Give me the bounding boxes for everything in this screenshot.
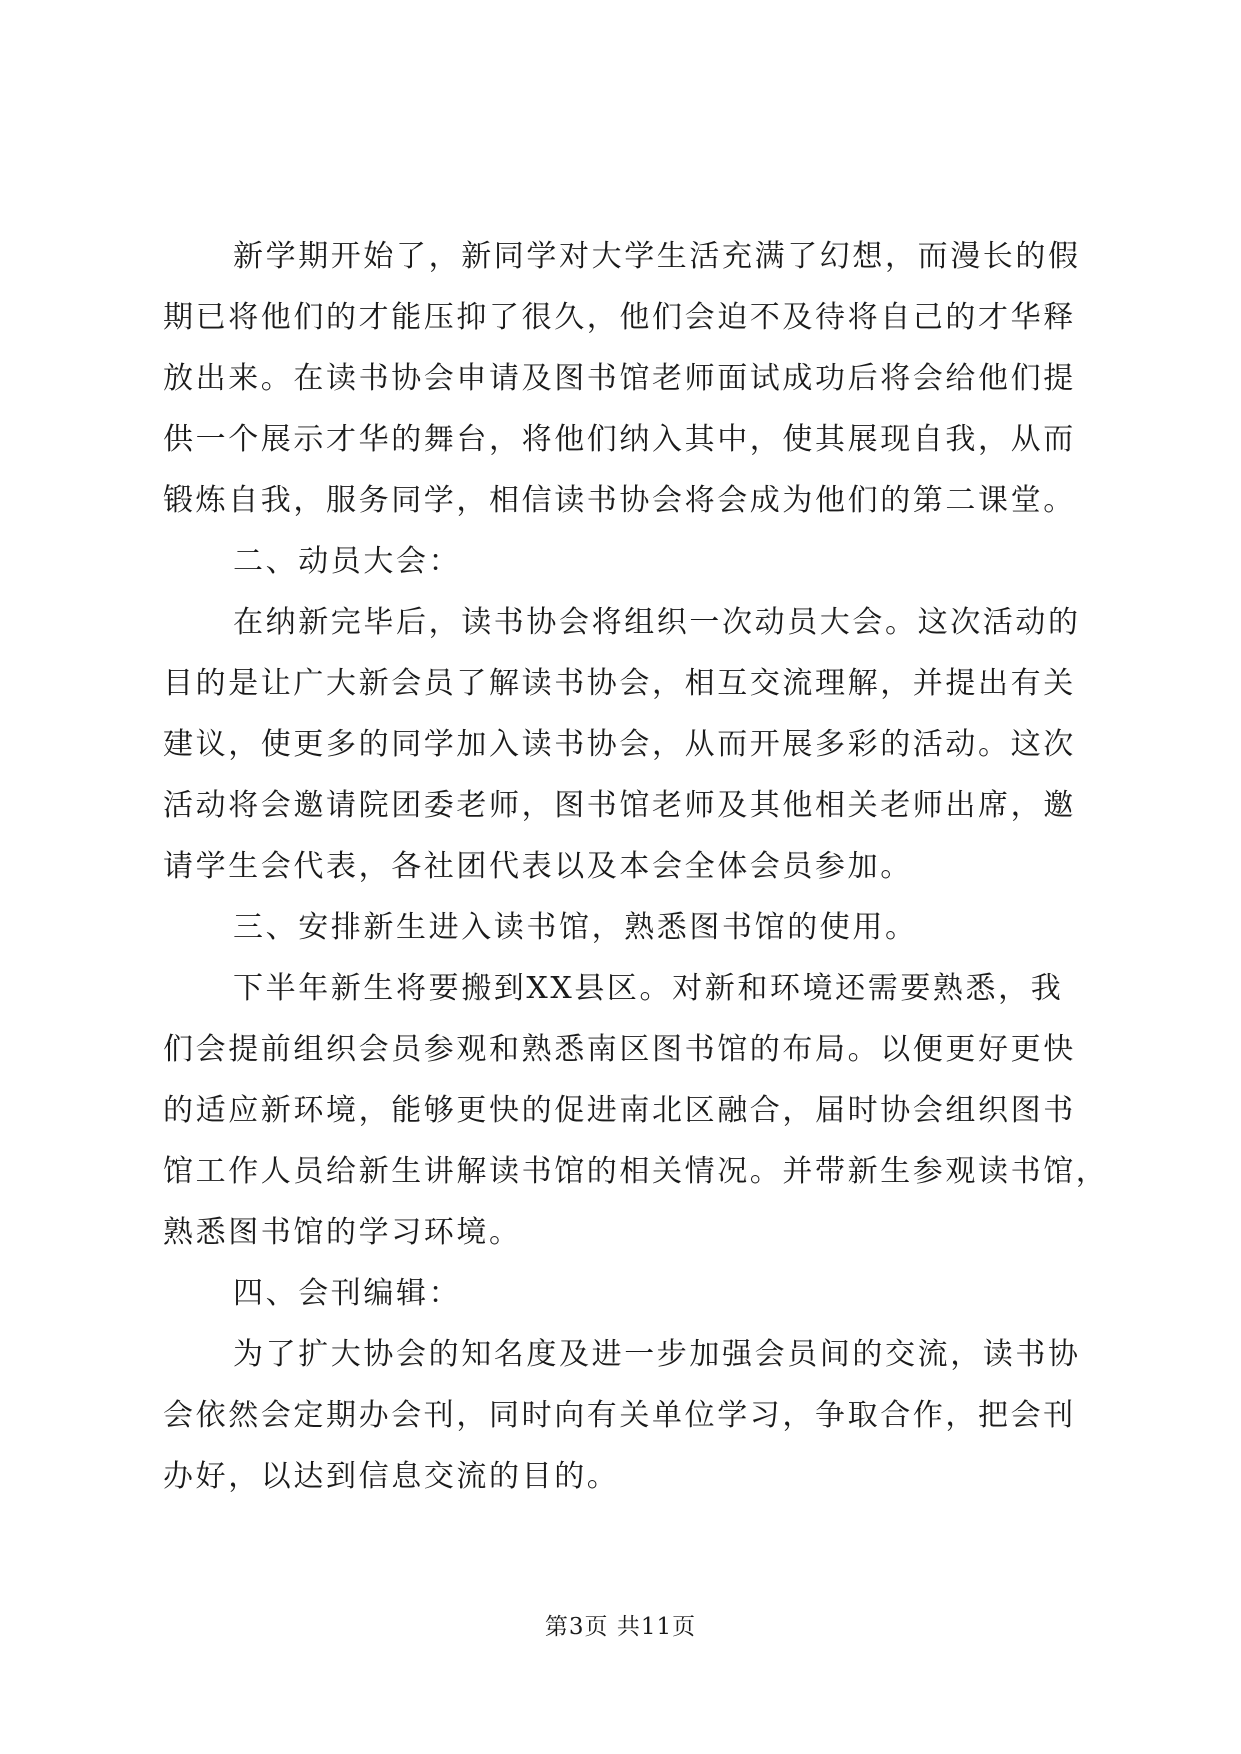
paragraph-line: 请学生会代表，各社团代表以及本会全体会员参加。	[163, 849, 913, 884]
paragraph-line: 熟悉图书馆的学习环境。	[163, 1215, 522, 1250]
section-heading: 三、安排新生进入读书馆，熟悉图书馆的使用。	[233, 910, 918, 945]
document-body	[163, 226, 1109, 1507]
paragraph-line: 目的是让广大新会员了解读书协会，相互交流理解，并提出有关	[163, 666, 1076, 701]
page-footer: 第3页 共11页	[544, 1614, 697, 1640]
paragraph-line: 锻炼自我，服务同学，相信读书协会将会成为他们的第二课堂。	[163, 483, 1076, 518]
section-heading: 四、会刊编辑：	[233, 1276, 462, 1311]
paragraph-line: 放出来。在读书协会申请及图书馆老师面试成功后将会给他们提	[163, 361, 1076, 396]
paragraph-line: 供一个展示才华的舞台，将他们纳入其中，使其展现自我，从而	[163, 422, 1076, 457]
paragraph-line: 下半年新生将要搬到XX县区。对新和环境还需要熟悉，我	[233, 971, 1064, 1006]
paragraph-line: 建议，使更多的同学加入读书协会，从而开展多彩的活动。这次	[163, 727, 1076, 762]
section-heading: 二、动员大会：	[233, 544, 462, 579]
paragraph-line: 的适应新环境，能够更快的促进南北区融合，届时协会组织图书	[163, 1093, 1076, 1128]
paragraph-line: 在纳新完毕后，读书协会将组织一次动员大会。这次活动的	[233, 605, 1081, 640]
paragraph-line: 新学期开始了，新同学对大学生活充满了幻想，而漫长的假	[233, 239, 1081, 274]
paragraph-line: 们会提前组织会员参观和熟悉南区图书馆的布局。以便更好更快	[163, 1032, 1076, 1067]
paragraph-line: 会依然会定期办会刊，同时向有关单位学习，争取合作，把会刊	[163, 1398, 1076, 1433]
paragraph-line: 活动将会邀请院团委老师，图书馆老师及其他相关老师出席，邀	[163, 788, 1076, 823]
paragraph-line: 期已将他们的才能压抑了很久，他们会迫不及待将自己的才华释	[163, 300, 1076, 335]
paragraph-line: 馆工作人员给新生讲解读书馆的相关情况。并带新生参观读书馆，	[163, 1154, 1109, 1189]
paragraph-line: 为了扩大协会的知名度及进一步加强会员间的交流，读书协	[233, 1337, 1081, 1372]
paragraph-line: 办好，以达到信息交流的目的。	[163, 1459, 620, 1494]
